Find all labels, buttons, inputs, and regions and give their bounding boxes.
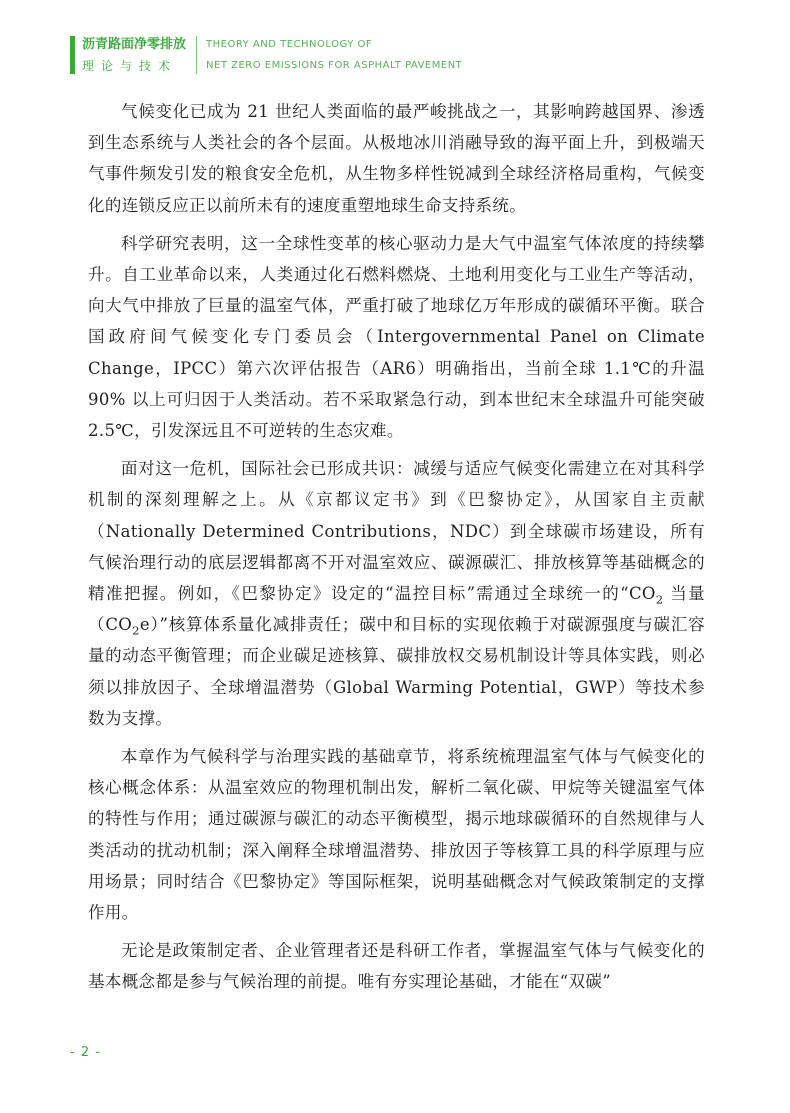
header-english-title-block [206,36,462,74]
paragraph [88,96,705,221]
paragraph [88,453,705,734]
book-title-en-line-1: THEORY AND TECHNOLOGY OF [206,39,373,50]
paragraph-text: 面对这一危机，国际社会已形成共识：减缓与适应气候变化需建立在对其科学机制的深刻理解之上。从《京都议定书》到《巴黎协定》，从国家自主贡献（Nationally Determined Contributions，NDC）到全球碳市场建设，所有气候治理行动的底层逻辑都离不开对温室效应、碳源碳汇、排放核算等基础概念的精准把握。例如，《巴黎协定》设定的“温控目标”需通过全球统一的“CO [88,459,705,604]
paragraph-text: e）”核算体系量化减排责任；碳中和目标的实现依赖于对碳源强度与碳汇容量的动态平衡管理；而企业碳足迹核算、碳排放权交易机制设计等具体实践，则必须以排放因子、全球增温潜势（Global Warming Potential，GWP）等技术参数为支撑。 [88,615,705,728]
paragraph-text: 气候变化已成为 21 世纪人类面临的最严峻挑战之一，其影响跨越国界、渗透到生态系统与人类社会的各个层面。从极地冰川消融导致的海平面上升，到极端天气事件频发引发的粮食安全危机，从生物多样性锐减到全球经济格局重构，气候变化的连锁反应正以前所未有的速度重塑地球生命支持系统。 [88,102,705,215]
paragraph-text: 无论是政策制定者、企业管理者还是科研工作者，掌握温室气体与气候变化的基本概念都是参与气候治理的前提。唯有夯实理论基础，才能在“双碳” [88,941,705,992]
paragraph [88,228,705,446]
paragraph-text: 当量（CO [88,584,706,635]
header-divider [196,36,197,74]
paragraph-text: 本章作为气候科学与治理实践的基础章节，将系统梳理温室气体与气候变化的核心概念体系：从温室效应的物理机制出发，解析二氧化碳、甲烷等关键温室气体的特性与作用；通过碳源与碳汇的动态平衡模型，揭示地球碳循环的自然规律与人类活动的扰动机制；深入阐释全球增温潜势、排放因子等核算工具的科学原理与应用场景；同时结合《巴黎协定》等国际框架，说明基础概念对气候政策制定的支撑作用。 [88,747,705,923]
body-text [88,96,705,998]
page-number: - 2 - [70,1045,101,1060]
book-subtitle-cn: 理论与技术 [82,59,178,73]
running-header [70,36,462,74]
paragraph [88,741,705,928]
paragraph-text: 科学研究表明，这一全球性变革的核心驱动力是大气中温室气体浓度的持续攀升。自工业革命以来，人类通过化石燃料燃烧、土地利用变化与工业生产等活动，向大气中排放了巨量的温室气体，严重打破了地球亿万年形成的碳循环平衡。联合国政府间气候变化专门委员会（Intergovernmental Panel on Climate Change，IPCC）第六次评估报告（AR6）明确指出，当前全球 1.1℃的升温 90% 以上可归因于人类活动。若不采取紧急行动，到本世纪末全球温升可能突破 2.5℃，引发深远且不可逆转的生态灾难。 [88,233,705,441]
subscript-text: 2 [655,592,664,607]
header-chinese-title-block [82,36,196,74]
book-title-cn: 沥青路面净零排放 [82,37,187,52]
paragraph [88,935,705,997]
book-title-en-line-2: NET ZERO EMISSIONS FOR ASPHALT PAVEMENT [206,60,463,71]
header-accent-bar [70,36,75,74]
subscript-text: 2 [132,623,140,638]
